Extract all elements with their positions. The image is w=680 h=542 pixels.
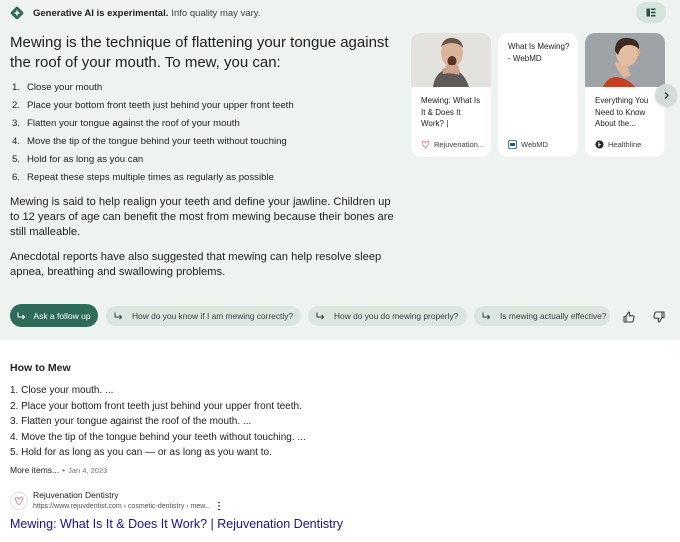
- step-number: 6.: [12, 172, 21, 183]
- snippet-meta: [10, 465, 107, 475]
- step-number: 4.: [12, 136, 21, 147]
- result-site-info[interactable]: [10, 490, 221, 512]
- step-number: 2.: [12, 100, 21, 111]
- source-thumbnail-yawning-man: [411, 33, 491, 87]
- list-item: 5. Hold for as long as you can — or as long as you want to.: [10, 447, 272, 458]
- step-text: Place your bottom front teeth just behind your upper front teeth: [27, 100, 294, 111]
- follow-up-arrow-icon: [114, 312, 123, 320]
- step-number: 1.: [12, 82, 21, 93]
- follow-up-arrow-icon: [316, 312, 325, 320]
- step-number: 5.: [12, 154, 21, 165]
- followup-bar: [0, 304, 680, 328]
- follow-up-arrow-icon: [17, 312, 26, 320]
- result-url: https://www.rejuvdentist.com › cosmetic-dentistry › mew...: [33, 503, 211, 510]
- featured-snippet-title: How to Mew: [10, 362, 71, 374]
- sparkle-diamond-icon: [10, 6, 24, 20]
- rejuvenation-favicon-icon: [421, 140, 430, 149]
- ask-follow-up-label: Ask a follow up: [33, 310, 91, 321]
- suggestion-chip[interactable]: [106, 306, 301, 326]
- rejuvenation-favicon-icon: [10, 492, 28, 510]
- list-item: [12, 115, 294, 133]
- thumbs-up-icon[interactable]: [622, 310, 636, 324]
- webmd-favicon-icon: [508, 140, 517, 149]
- source-card-title: What Is Mewing? - WebMD: [508, 42, 570, 63]
- source-card-site: [421, 140, 484, 149]
- meta-separator: •: [62, 465, 66, 475]
- list-item: 3. Flatten your tongue against the roof of the mouth. ...: [10, 416, 252, 427]
- snippet-date: Jan 4, 2023: [68, 466, 108, 475]
- result-site-name: Rejuvenation Dentistry: [33, 490, 119, 500]
- layout-toggle-icon: [646, 8, 656, 17]
- banner-strong: Generative AI is experimental.: [33, 7, 169, 19]
- source-card-healthline[interactable]: [585, 33, 665, 157]
- step-text: Repeat these steps multiple times as regularly as possible: [27, 172, 274, 183]
- step-text: Hold for as long as you can: [27, 154, 144, 165]
- list-item: [12, 133, 294, 151]
- suggestion-chip[interactable]: [474, 306, 610, 326]
- ask-follow-up-button[interactable]: [10, 304, 98, 327]
- search-results: [0, 340, 680, 542]
- list-item: [12, 151, 294, 169]
- list-item: [12, 79, 294, 97]
- carousel-next-button[interactable]: [655, 84, 677, 106]
- step-number: 3.: [12, 118, 21, 129]
- source-card-title: Everything You Need to Know About the...: [595, 96, 649, 128]
- source-card-site-name: Rejuvenation...: [434, 140, 485, 149]
- overview-steps: [12, 79, 294, 187]
- source-card-site: [508, 140, 548, 149]
- source-card-site-name: WebMD: [521, 140, 548, 149]
- follow-up-arrow-icon: [482, 312, 491, 320]
- thumbs-down-icon[interactable]: [652, 310, 666, 324]
- experimental-banner: [10, 4, 260, 22]
- source-thumbnail-woman-profile: [585, 33, 665, 87]
- source-card-rejuvenation[interactable]: [411, 33, 491, 157]
- source-card-title: Mewing: What Is It & Does It Work? |: [421, 96, 481, 128]
- suggestion-chip[interactable]: [308, 306, 467, 326]
- overview-paragraph-1: Mewing is said to help realign your teeth and define your jawline. Children up to 12 years of age can benefit the most from mewing because their bones are still malleable.: [10, 196, 394, 238]
- source-card-site: [595, 140, 641, 149]
- healthline-favicon-icon: [595, 140, 604, 149]
- source-card-site-name: Healthline: [608, 140, 642, 149]
- banner-rest: Info quality may vary.: [171, 7, 261, 19]
- result-title-link[interactable]: Mewing: What Is It & Does It Work? | Rejuvenation Dentistry: [10, 517, 344, 531]
- list-item: 2. Place your bottom front teeth just behind your upper front teeth.: [10, 400, 302, 412]
- more-items-link[interactable]: More items...: [10, 465, 60, 475]
- more-options-icon[interactable]: [217, 501, 221, 511]
- list-item: [12, 97, 294, 115]
- featured-snippet-steps: [10, 383, 306, 461]
- chevron-right-icon: [662, 91, 671, 100]
- suggestion-chip-label: How do you know if I am mewing correctly?: [132, 311, 294, 321]
- overview-paragraph-2: Anecdotal reports have also suggested that mewing can help resolve sleep apnea, breathing and swallowing problems.: [10, 251, 382, 278]
- suggestion-chip-label: Is mewing actually effective?: [500, 311, 607, 321]
- step-text: Flatten your tongue against the roof of your mouth: [27, 118, 240, 129]
- list-item: 1. Close your mouth. ...: [10, 385, 114, 396]
- list-item: [12, 169, 294, 187]
- step-text: Close your mouth: [27, 82, 103, 93]
- list-item: 4. Move the tip of the tongue behind your teeth without touching. ...: [10, 431, 306, 443]
- step-text: Move the tip of the tongue behind your teeth without touching: [27, 136, 287, 147]
- source-card-webmd[interactable]: [498, 33, 578, 157]
- suggestion-chip-label: How do you do mewing properly?: [334, 311, 459, 321]
- overview-headline: Mewing is the technique of flattening your tongue against the roof of your mouth. To mew, you can:: [10, 34, 389, 71]
- layout-toggle-button[interactable]: [636, 2, 666, 23]
